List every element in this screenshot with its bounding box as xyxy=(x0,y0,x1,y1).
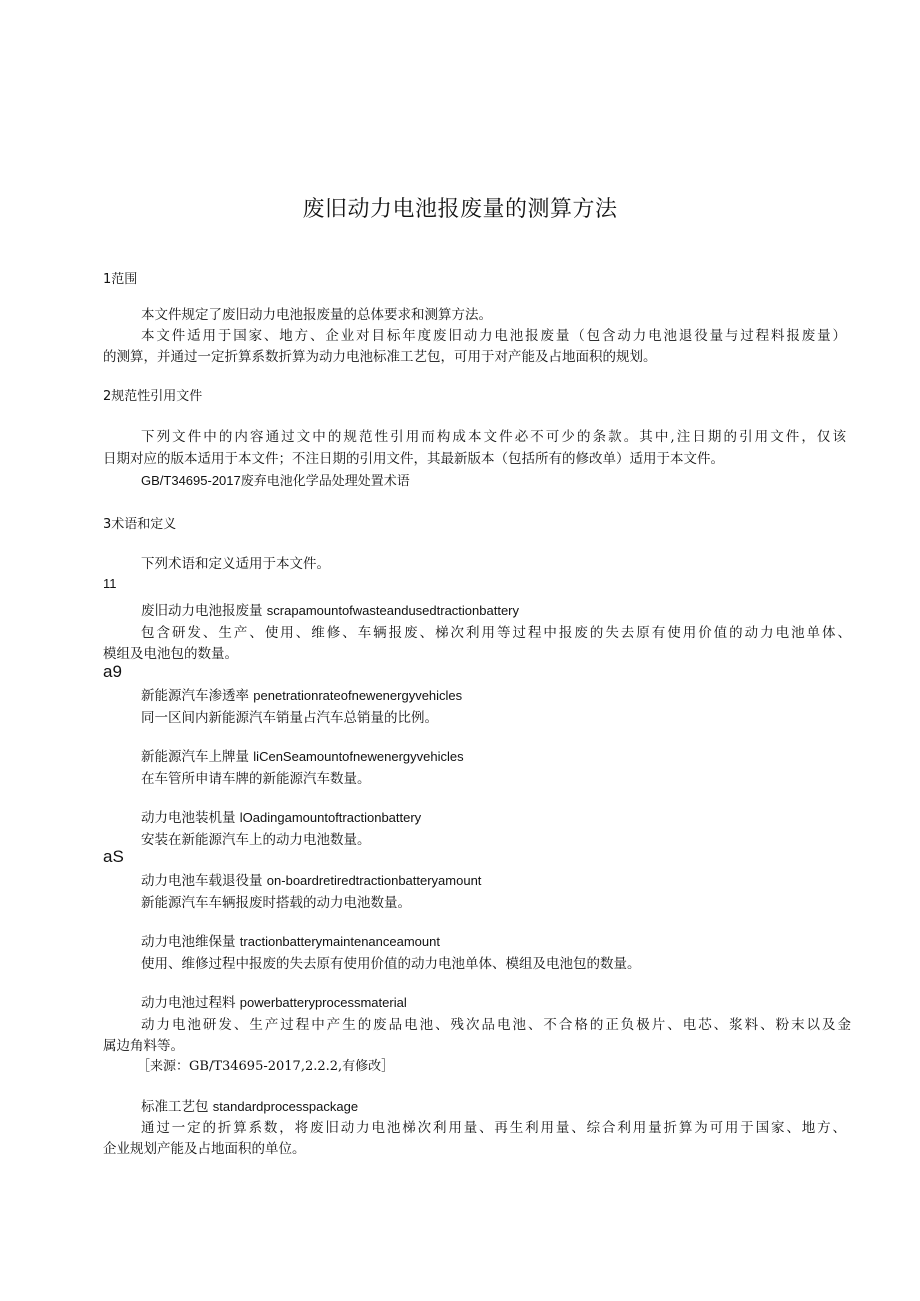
normative-reference xyxy=(141,470,410,489)
term-2-en: penetrationrateofnewenergyvehicles xyxy=(253,688,463,703)
term-5-en: on-boardretiredtractionbatteryamount xyxy=(266,873,482,888)
section-1-paragraph-2-line-1: 本文件适用于国家、地方、企业对目标年度废旧动力电池报废量（包含动力电池退役量与过程料报废量） xyxy=(141,328,846,344)
term-7-source: ［来源：GB/T34695-2017,2.2.2,有修改］ xyxy=(137,1059,395,1074)
term-3-zh: 新能源汽车上牌量 xyxy=(141,749,249,765)
term-5-definition: 新能源汽车车辆报废时搭载的动力电池数量。 xyxy=(141,895,411,911)
term-7-definition-line-2: 属边角料等。 xyxy=(103,1038,184,1054)
term-7 xyxy=(141,991,407,1011)
term-5-zh: 动力电池车载退役量 xyxy=(141,873,263,889)
term-4-en: lOadingamountoftractionbattery xyxy=(239,810,422,825)
term-4-zh: 动力电池装机量 xyxy=(141,810,236,826)
term-7-en: powerbatteryprocessmaterial xyxy=(239,995,407,1010)
clause-marker-2: a9 xyxy=(103,662,122,681)
term-6 xyxy=(141,930,440,950)
term-6-definition: 使用、维修过程中报废的失去原有使用价值的动力电池单体、模组及电池包的数量。 xyxy=(141,956,641,972)
term-6-zh: 动力电池维保量 xyxy=(141,934,236,950)
normative-reference-text: GB/T34695-2017废弃电池化学品处理处置术语 xyxy=(141,473,410,488)
section-2-heading: 2规范性引用文件 xyxy=(103,389,203,404)
term-4 xyxy=(141,806,421,826)
term-8 xyxy=(141,1095,358,1115)
term-1-definition-line-1: 包含研发、生产、使用、维修、车辆报废、梯次利用等过程中报废的失去原有使用价值的动力电池单体、 xyxy=(141,625,851,641)
term-1-zh: 废旧动力电池报废量 xyxy=(141,603,263,619)
document-title: 废旧动力电池报废量的测算方法 xyxy=(302,197,618,222)
section-3-intro: 下列术语和定义适用于本文件。 xyxy=(141,556,330,572)
term-6-en: tractionbatterymaintenanceamount xyxy=(239,934,440,949)
term-3 xyxy=(141,745,464,765)
section-2-paragraph-line-1: 下列文件中的内容通过文中的规范性引用而构成本文件必不可少的条款。其中,注日期的引用文件，仅该 xyxy=(141,429,846,445)
section-1-paragraph-2-line-2: 的测算，并通过一定折算系数折算为动力电池标准工艺包，可用于对产能及占地面积的规划。 xyxy=(103,349,657,365)
section-3-heading: 3术语和定义 xyxy=(103,517,177,532)
clause-marker-3: aS xyxy=(103,847,124,866)
term-2 xyxy=(141,684,462,704)
term-3-en: liCenSeamountofnewenergyvehicles xyxy=(253,749,464,764)
term-2-definition: 同一区间内新能源汽车销量占汽车总销量的比例。 xyxy=(141,710,438,726)
term-8-definition-line-1: 通过一定的折算系数，将废旧动力电池梯次利用量、再生利用量、综合利用量折算为可用于国家、地方、 xyxy=(141,1120,846,1136)
term-4-definition: 安装在新能源汽车上的动力电池数量。 xyxy=(141,832,371,848)
term-7-definition-line-1: 动力电池研发、生产过程中产生的废品电池、残次品电池、不合格的正负极片、电芯、浆料、粉末以及金 xyxy=(141,1017,851,1033)
term-1-en: scrapamountofwasteandusedtractionbattery xyxy=(266,603,520,618)
clause-marker-1: 11 xyxy=(103,576,117,591)
term-7-zh: 动力电池过程料 xyxy=(141,995,236,1011)
term-1-definition-line-2: 模组及电池包的数量。 xyxy=(103,646,238,662)
section-1-heading: 1范围 xyxy=(103,272,138,287)
term-3-definition: 在车管所申请车牌的新能源汽车数量。 xyxy=(141,771,371,787)
section-2-paragraph-line-2: 日期对应的版本适用于本文件；不注日期的引用文件，其最新版本（包括所有的修改单）适用于本文件。 xyxy=(103,451,724,467)
term-5 xyxy=(141,869,481,889)
term-2-zh: 新能源汽车渗透率 xyxy=(141,688,249,704)
term-1 xyxy=(141,599,519,619)
term-8-zh: 标准工艺包 xyxy=(141,1099,209,1115)
section-1-paragraph-1: 本文件规定了废旧动力电池报废量的总体要求和测算方法。 xyxy=(141,307,492,323)
term-8-definition-line-2: 企业规划产能及占地面积的单位。 xyxy=(103,1141,306,1157)
term-8-en: standardprocesspackage xyxy=(212,1099,359,1114)
